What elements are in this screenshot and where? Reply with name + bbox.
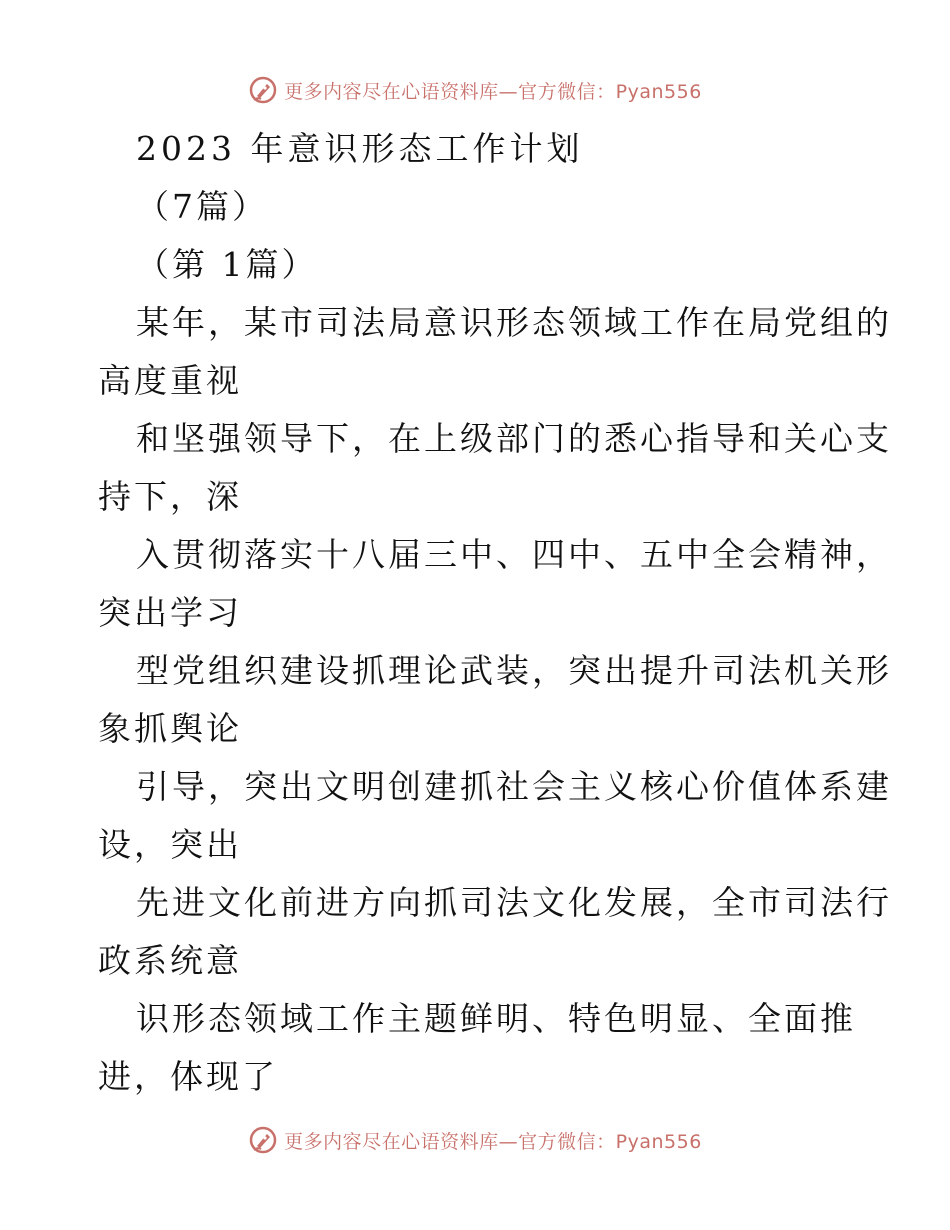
body-line: 持下，深 [98,477,242,516]
body-line: 入贯彻落实十八届三中、四中、五中全会精神， [136,535,892,574]
pen-nib-logo-icon [248,1125,278,1155]
body-line: 设，突出 [98,825,242,864]
body-line: 象抓舆论 [98,709,242,748]
document-subtitle: （7篇） [136,187,268,226]
section-heading: （第 1篇） [136,245,318,284]
watermark-text: 更多内容尽在心语资料库—官方微信：Pyan556 [284,1130,702,1153]
body-line: 进，体现了 [98,1057,278,1096]
watermark-text: 更多内容尽在心语资料库—官方微信：Pyan556 [284,80,702,103]
body-line: 和坚强领导下，在上级部门的悉心指导和关心支 [136,419,892,458]
document-title: 2023 年意识形态工作计划 [136,129,584,168]
body-line: 型党组织建设抓理论武装，突出提升司法机关形 [136,651,892,690]
pen-nib-logo-icon [248,75,278,105]
body-line: 政系统意 [98,941,242,980]
body-line: 突出学习 [98,593,242,632]
document-body [98,120,892,1106]
body-line: 某年，某市司法局意识形态领域工作在局党组的 [136,303,892,342]
body-line: 引导，突出文明创建抓社会主义核心价值体系建 [136,767,892,806]
header-watermark [0,70,950,110]
body-line: 高度重视 [98,361,242,400]
body-line: 识形态领域工作主题鲜明、特色明显、全面推 [136,999,856,1038]
body-line: 先进文化前进方向抓司法文化发展，全市司法行 [136,883,892,922]
footer-watermark [0,1120,950,1160]
